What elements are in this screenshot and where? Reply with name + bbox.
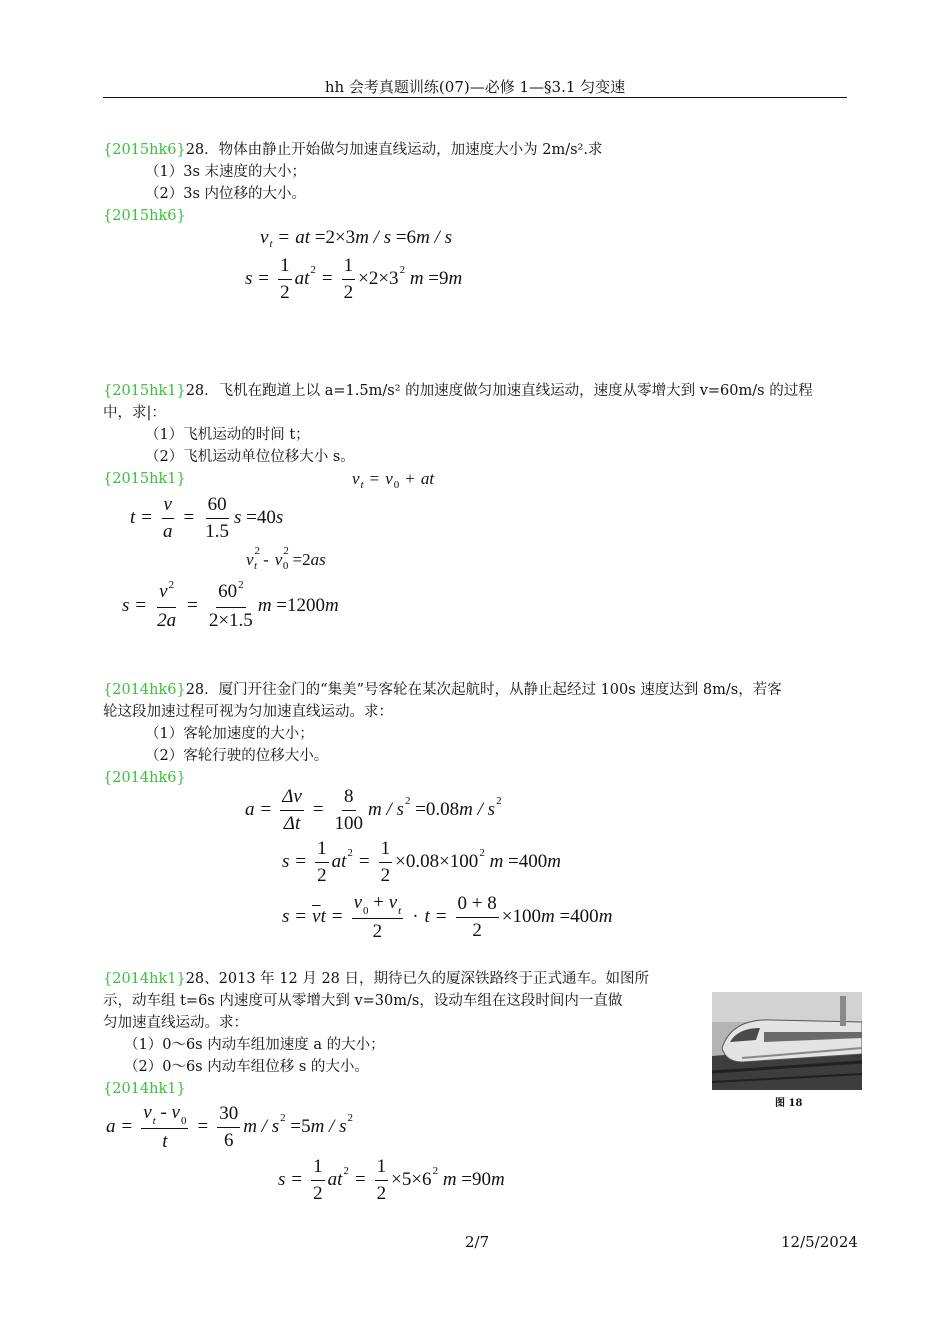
- problem-2-stem-line-1: [103, 380, 813, 402]
- problem-3-part-1: （1）客轮加速度的大小；: [145, 726, 314, 742]
- problem-2-part-2: （2）飞机运动单位位移大小 s。: [145, 449, 355, 465]
- problem-1-stem: [103, 139, 602, 161]
- problem-3-stem-line-1: [103, 679, 782, 701]
- header-rule: [103, 97, 847, 98]
- train-illustration: [712, 992, 862, 1090]
- equation-p3-3: s = $\overline{v}$ t = $\frac{v_0 + v_t}{2}$ · t = $\frac{0 + 8}{2}$ ×100 m =400 m: [282, 891, 613, 942]
- equation-p4-1: a = $\frac{v_t - v_0}{t}$ = $\frac{30}{6}$ m / s 2 =5 m / s 2: [106, 1101, 353, 1152]
- problem-3-part-2: （2）客轮行驶的位移大小。: [145, 748, 329, 764]
- problem-4-stem-line-1: [103, 968, 649, 990]
- problem-4-stem-line-3: 匀加速直线运动。求：: [103, 1015, 248, 1031]
- problem-2-part-1: （1）飞机运动的时间 t；: [145, 427, 310, 443]
- problem-tag: {2014hk6}: [103, 682, 186, 698]
- equation-p1-2: s = $\frac{1}{2}$ at 2 = $\frac{1}{2}$ ×2×3 2 m =9 m: [245, 254, 463, 303]
- page-number: 2/7: [465, 1233, 490, 1251]
- answer-tag: {2015hk6}: [103, 208, 186, 224]
- problem-1-part-2: （2）3s 内位移的大小。: [145, 186, 307, 202]
- equation-p4-2: s = $\frac{1}{2}$ at 2 = $\frac{1}{2}$ ×5×6 2 m =90 m: [278, 1155, 505, 1204]
- equation-p2-2: v 2 t - v 2 0 =2 as: [246, 545, 326, 572]
- footer-date: 12/5/2024: [781, 1233, 858, 1251]
- problem-4-part-2: （2）0～6s 内动车组位移 s 的大小。: [124, 1059, 369, 1075]
- train-photo: [712, 992, 862, 1090]
- problem-4-stem-line-2: 示，动车组 t=6s 内速度可从零增大到 v=30m/s，设动车组在这段时间内一直做: [103, 993, 623, 1009]
- problem-text: 28．物体由静止开始做匀加速直线运动，加速度大小为 2m/s².求: [185, 142, 603, 158]
- figure-caption: 图 18: [775, 1098, 803, 1109]
- problem-tag: {2014hk1}: [103, 971, 186, 987]
- problem-text: 28、2013 年 12 月 28 日，期待已久的厦深铁路终于正式通车。如图所: [185, 971, 649, 987]
- problem-text: 28．飞机在跑道上以 a=1.5m/s² 的加速度做匀加速直线运动，速度从零增大到 v=60m/s 的过程: [185, 383, 813, 399]
- equation-p2-1: t = $\frac{v}{a}$ = $\frac{60}{1.5}$ s =40 s: [130, 493, 284, 542]
- page-header: hh 会考真题训练(07)—必修 1—§3.1 匀变速: [324, 78, 626, 96]
- answer-tag: {2014hk1}: [103, 1081, 186, 1097]
- equation-p2-3: s = $\frac{v^2}{2a}$ = $\frac{60^2}{2\times 1.5}$ m =1200 m: [122, 578, 339, 631]
- equation-p2-0: v t = v 0 + at: [352, 469, 435, 491]
- problem-2-stem-line-2: 中，求|：: [103, 405, 166, 421]
- answer-tag: {2014hk6}: [103, 770, 186, 786]
- problem-tag: {2015hk1}: [103, 383, 186, 399]
- problem-text: 28．厦门开往金门的“集美”号客轮在某次起航时，从静止起经过 100s 速度达到 8m/s，若客: [185, 682, 782, 698]
- equation-p1-1: v t = at =2×3 m / s =6 m / s: [260, 227, 452, 250]
- equation-p3-1: a = $\frac{\Delta v}{\Delta t}$ = $\frac{8}{100}$ m / s 2 =0.08 m / s 2: [245, 785, 502, 834]
- answer-tag: {2015hk1}: [103, 471, 186, 487]
- problem-1-part-1: （1）3s 末速度的大小；: [145, 164, 307, 180]
- problem-tag: {2015hk6}: [103, 142, 186, 158]
- problem-3-stem-line-2: 轮这段加速过程可视为匀加速直线运动。求：: [103, 704, 393, 720]
- problem-4-part-1: （1）0～6s 内动车组加速度 a 的大小；: [124, 1037, 385, 1053]
- equation-p3-2: s = $\frac{1}{2}$ at 2 = $\frac{1}{2}$ ×0.08×100 2 m =400 m: [282, 837, 561, 886]
